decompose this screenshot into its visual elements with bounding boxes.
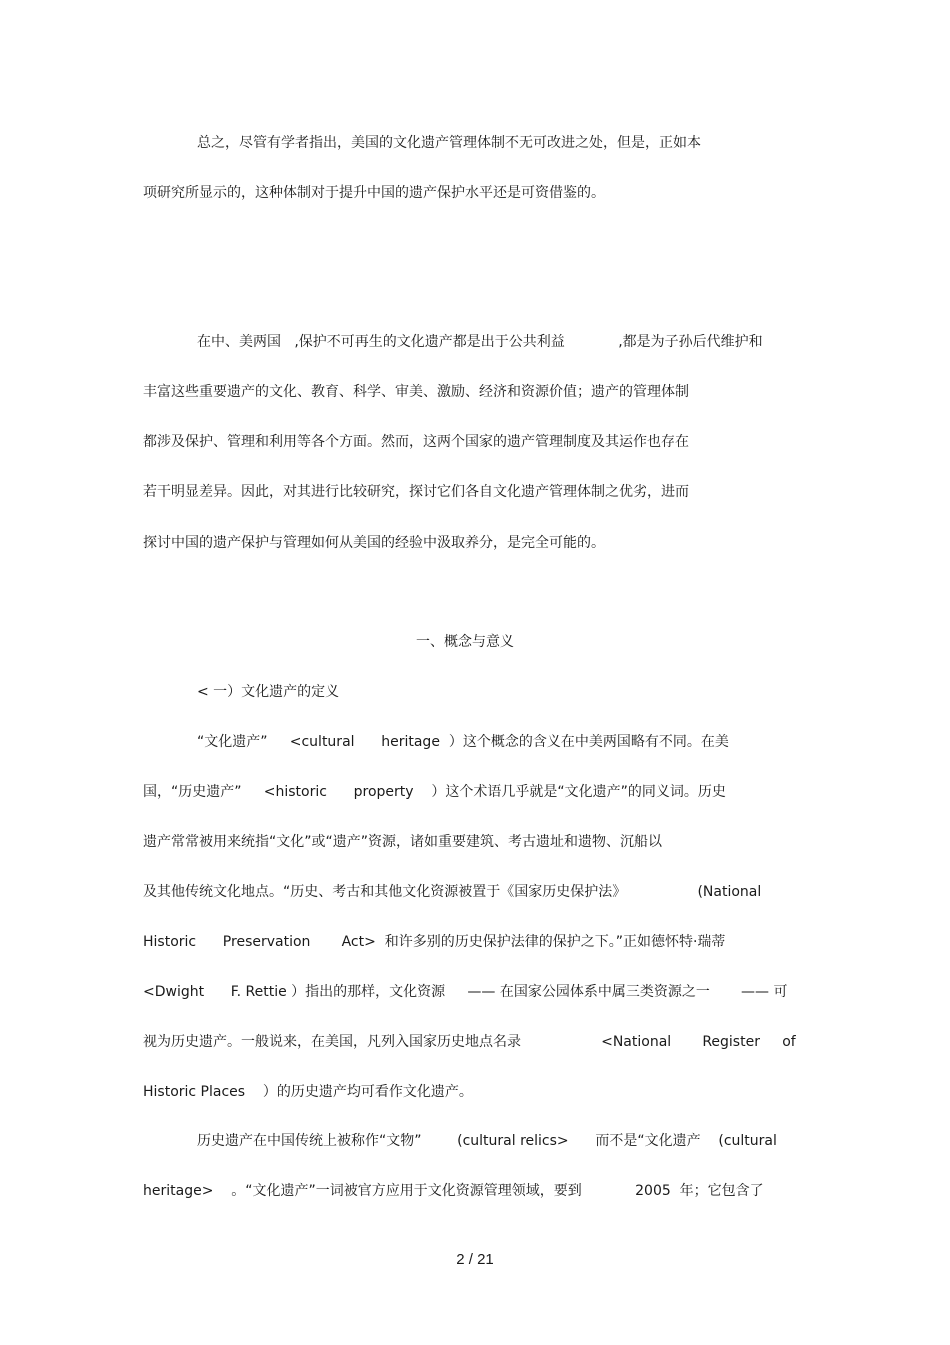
text-line: heritage> 。“文化遗产”一词被官方应用于文化资源管理领域，要到 2005 年；它包含了 — [143, 1183, 764, 1199]
text-line: 丰富这些重要遗产的文化、教育、科学、审美、激励、经济和资源价值；遗产的管理体制 — [143, 384, 689, 400]
text-line: 历史遗产在中国传统上被称作“文物” (cultural relics> 而不是“文化遗产 (cultural — [197, 1133, 777, 1149]
text-line: 探讨中国的遗产保护与管理如何从美国的经验中汲取养分，是完全可能的。 — [143, 535, 605, 551]
text-line: 在中、美两国 ,保护不可再生的文化遗产都是出于公共利益 ,都是为子孙后代维护和 — [197, 334, 763, 350]
text-line: 及其他传统文化地点。“历史、考古和其他文化资源被置于《国家历史保护法》 (National — [143, 884, 762, 900]
page-number: 2 / 21 — [456, 1251, 494, 1268]
text-line: “文化遗产” <cultural heritage ）这个概念的含义在中美两国略有不同。在美 — [197, 734, 729, 750]
text-line: Historic Preservation Act> 和许多别的历史保护法律的保护之下。”正如德怀特·瑞蒂 — [143, 934, 726, 950]
text-line: Historic Places ）的历史遗产均可看作文化遗产。 — [143, 1084, 473, 1100]
section-heading: 一、概念与意义 — [416, 634, 514, 650]
text-line: 视为历史遗产。一般说来，在美国，凡列入国家历史地点名录 <National Register of — [143, 1034, 796, 1050]
text-line: 项研究所显示的，这种体制对于提升中国的遗产保护水平还是可资借鉴的。 — [143, 185, 605, 201]
text-line: 遗产常常被用来统指“文化”或“遗产”资源，诸如重要建筑、考古遗址和遗物、沉船以 — [143, 834, 663, 850]
subsection-heading: < 一）文化遗产的定义 — [197, 684, 340, 700]
text-line: <Dwight F. Rettie ）指出的那样，文化资源 —— 在国家公园体系中属三类资源之一 —— 可 — [143, 984, 788, 1000]
text-line: 若干明显差异。因此，对其进行比较研究，探讨它们各自文化遗产管理体制之优劣，进而 — [143, 484, 689, 500]
text-line: 国，“历史遗产” <historic property ）这个术语几乎就是“文化遗产”的同义词。历史 — [143, 784, 726, 800]
text-line: 都涉及保护、管理和利用等各个方面。然而，这两个国家的遗产管理制度及其运作也存在 — [143, 434, 689, 450]
text-line: 总之，尽管有学者指出，美国的文化遗产管理体制不无可改进之处，但是，正如本 — [197, 135, 701, 151]
